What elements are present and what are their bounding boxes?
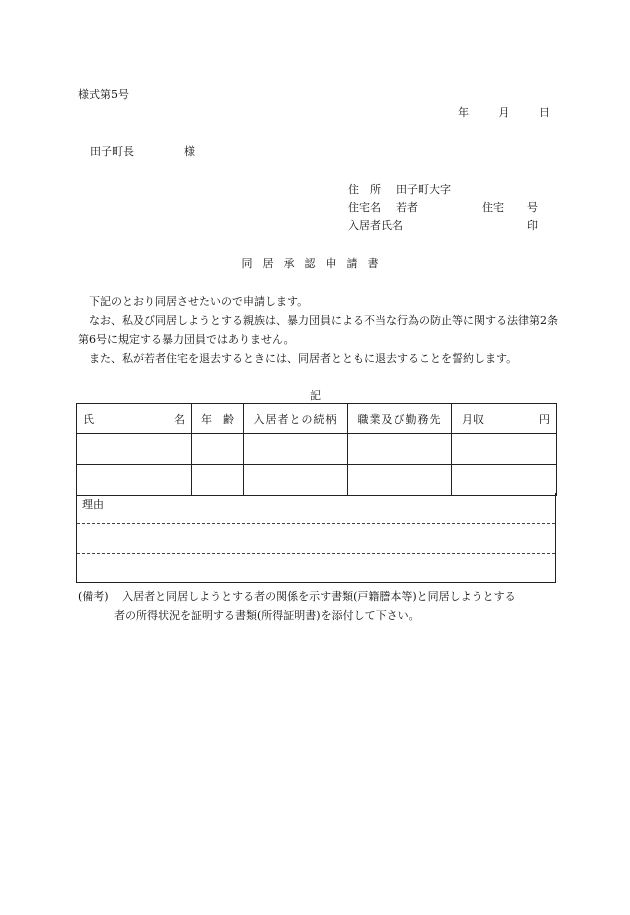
cell-name[interactable] (77, 465, 192, 496)
document-title: 同居承認申請書 (241, 257, 389, 270)
reason-label: 理由 (82, 498, 104, 511)
cell-relation[interactable] (244, 434, 348, 465)
addressee-name: 田子町長 (90, 145, 134, 158)
reason-box[interactable] (76, 493, 556, 583)
reason-line-2 (77, 553, 555, 554)
header-name-left: 氏 (83, 412, 94, 426)
record-heading: 記 (310, 389, 321, 402)
table-row (77, 434, 557, 465)
form-number: 様式第5号 (78, 88, 129, 101)
header-income (452, 404, 557, 434)
header-name-right: 名 (174, 412, 185, 426)
resident-name-label: 入居者氏名 (348, 219, 403, 232)
date-year-label: 年 (458, 106, 469, 119)
body-paragraph-1: 下記のとおり同居させたいので申請します。 (89, 295, 309, 308)
remarks-line-2: 者の所得状況を証明する書類(所得証明書)を添付して下さい。 (114, 609, 420, 622)
header-age: 年 齢 (192, 404, 244, 434)
housing-label: 住宅名 (348, 201, 381, 214)
cell-occupation[interactable] (348, 465, 452, 496)
body-paragraph-3: また、私が若者住宅を退去するときには、同居者とともに退去することを誓約します。 (89, 352, 518, 365)
header-name (77, 404, 192, 434)
cell-relation[interactable] (244, 465, 348, 496)
cohabitant-table (76, 403, 557, 496)
cell-income[interactable] (452, 434, 557, 465)
remarks-line-1: 入居者と同居しようとする者の関係を示す書類(戸籍謄本等)と同居しようとする (122, 590, 516, 603)
address-label: 住 所 (348, 183, 381, 196)
date-line (458, 104, 550, 120)
header-income-right: 円 (539, 412, 550, 426)
reason-line-1 (77, 523, 555, 524)
header-income-left: 月収 (462, 412, 484, 426)
header-occupation: 職業及び勤務先 (348, 404, 452, 434)
header-relation: 入居者との続柄 (244, 404, 348, 434)
date-month-label: 月 (498, 106, 510, 119)
body-paragraph-2: なお、私及び同居しようとする親族は、暴力団員による不当な行為の防止等に関する法律第2条第6号に規定する暴力団員ではありません。 (78, 314, 558, 346)
address-value: 田子町大字 (396, 183, 451, 196)
cell-age[interactable] (192, 465, 244, 496)
cell-income[interactable] (452, 465, 557, 496)
remarks-label: (備考) (78, 590, 109, 603)
remarks-note (78, 587, 516, 625)
housing-suffix: 住宅 (482, 201, 504, 214)
table-header-row (77, 404, 557, 434)
table-row (77, 465, 557, 496)
housing-value: 若者 (396, 201, 418, 214)
date-day-label: 日 (539, 106, 550, 119)
number-suffix: 号 (527, 201, 538, 214)
cell-age[interactable] (192, 434, 244, 465)
addressee-honorific: 様 (184, 145, 195, 158)
seal-mark: 印 (527, 219, 538, 232)
cell-name[interactable] (77, 434, 192, 465)
cell-occupation[interactable] (348, 434, 452, 465)
